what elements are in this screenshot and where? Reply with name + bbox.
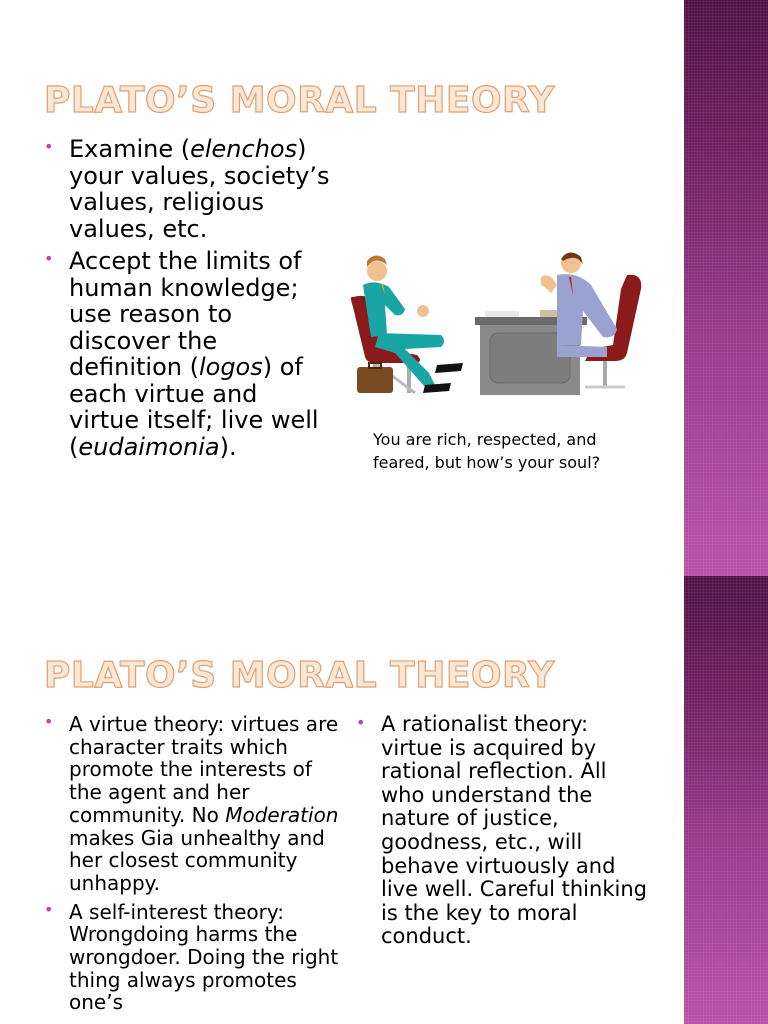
slide-2	[0, 576, 768, 1024]
bullet-virtue-theory	[44, 713, 344, 895]
bullet-text: A rationalist theory: virtue is acquired by rational reflection. All who understand the nature of justice, goodness, etc., will behave virtuously and live well. Careful thinking is the key to moral conduct.	[381, 712, 647, 949]
bullet-examine	[44, 136, 334, 242]
bullet-text: makes Gia unhealthy and her closest community unhappy.	[69, 825, 325, 895]
decorative-sidebar	[684, 0, 768, 576]
decorative-sidebar	[684, 576, 768, 1024]
bullet-text: Accept the limits of human knowledge; use reason to discover the definition (	[69, 247, 302, 381]
bullet-term-elenchos: elenchos	[190, 135, 298, 163]
slide-1-title: PLATO’S MORAL THEORY	[44, 80, 555, 121]
bullet-rationalist-theory	[356, 713, 656, 949]
business-meeting-clipart	[345, 245, 655, 405]
bullet-text: A virtue theory: virtues are character traits which promote the interests of the agent and her community. No	[69, 712, 339, 827]
bullet-text: ).	[219, 432, 237, 461]
bullet-term-moderation: Moderation	[225, 802, 339, 827]
slide-2-left-bullet-list	[44, 713, 344, 1020]
briefcase-icon	[357, 363, 393, 393]
bullet-term-eudaimonia: eudaimonia	[78, 432, 220, 461]
slide-2-right-bullet-list	[356, 713, 656, 949]
slide-1-bullet-list	[44, 136, 334, 466]
bullet-accept-limits	[44, 248, 334, 460]
bullet-term-logos: logos	[198, 353, 263, 381]
bullet-self-interest-theory	[44, 901, 344, 1015]
bullet-text: ) your values, society’s values, religious values, etc.	[69, 135, 330, 243]
slide-2-title: PLATO’S MORAL THEORY	[44, 655, 555, 696]
bullet-text: A self-interest theory: Wrongdoing harms the wrongdoer. Doing the right thing always promotes one’s	[69, 899, 339, 1015]
bullet-text: ) of each virtue and virtue itself; live well (	[69, 353, 319, 461]
image-caption: You are rich, respected, and feared, but how’s your soul?	[373, 430, 601, 472]
bullet-text: Examine (	[69, 135, 191, 163]
